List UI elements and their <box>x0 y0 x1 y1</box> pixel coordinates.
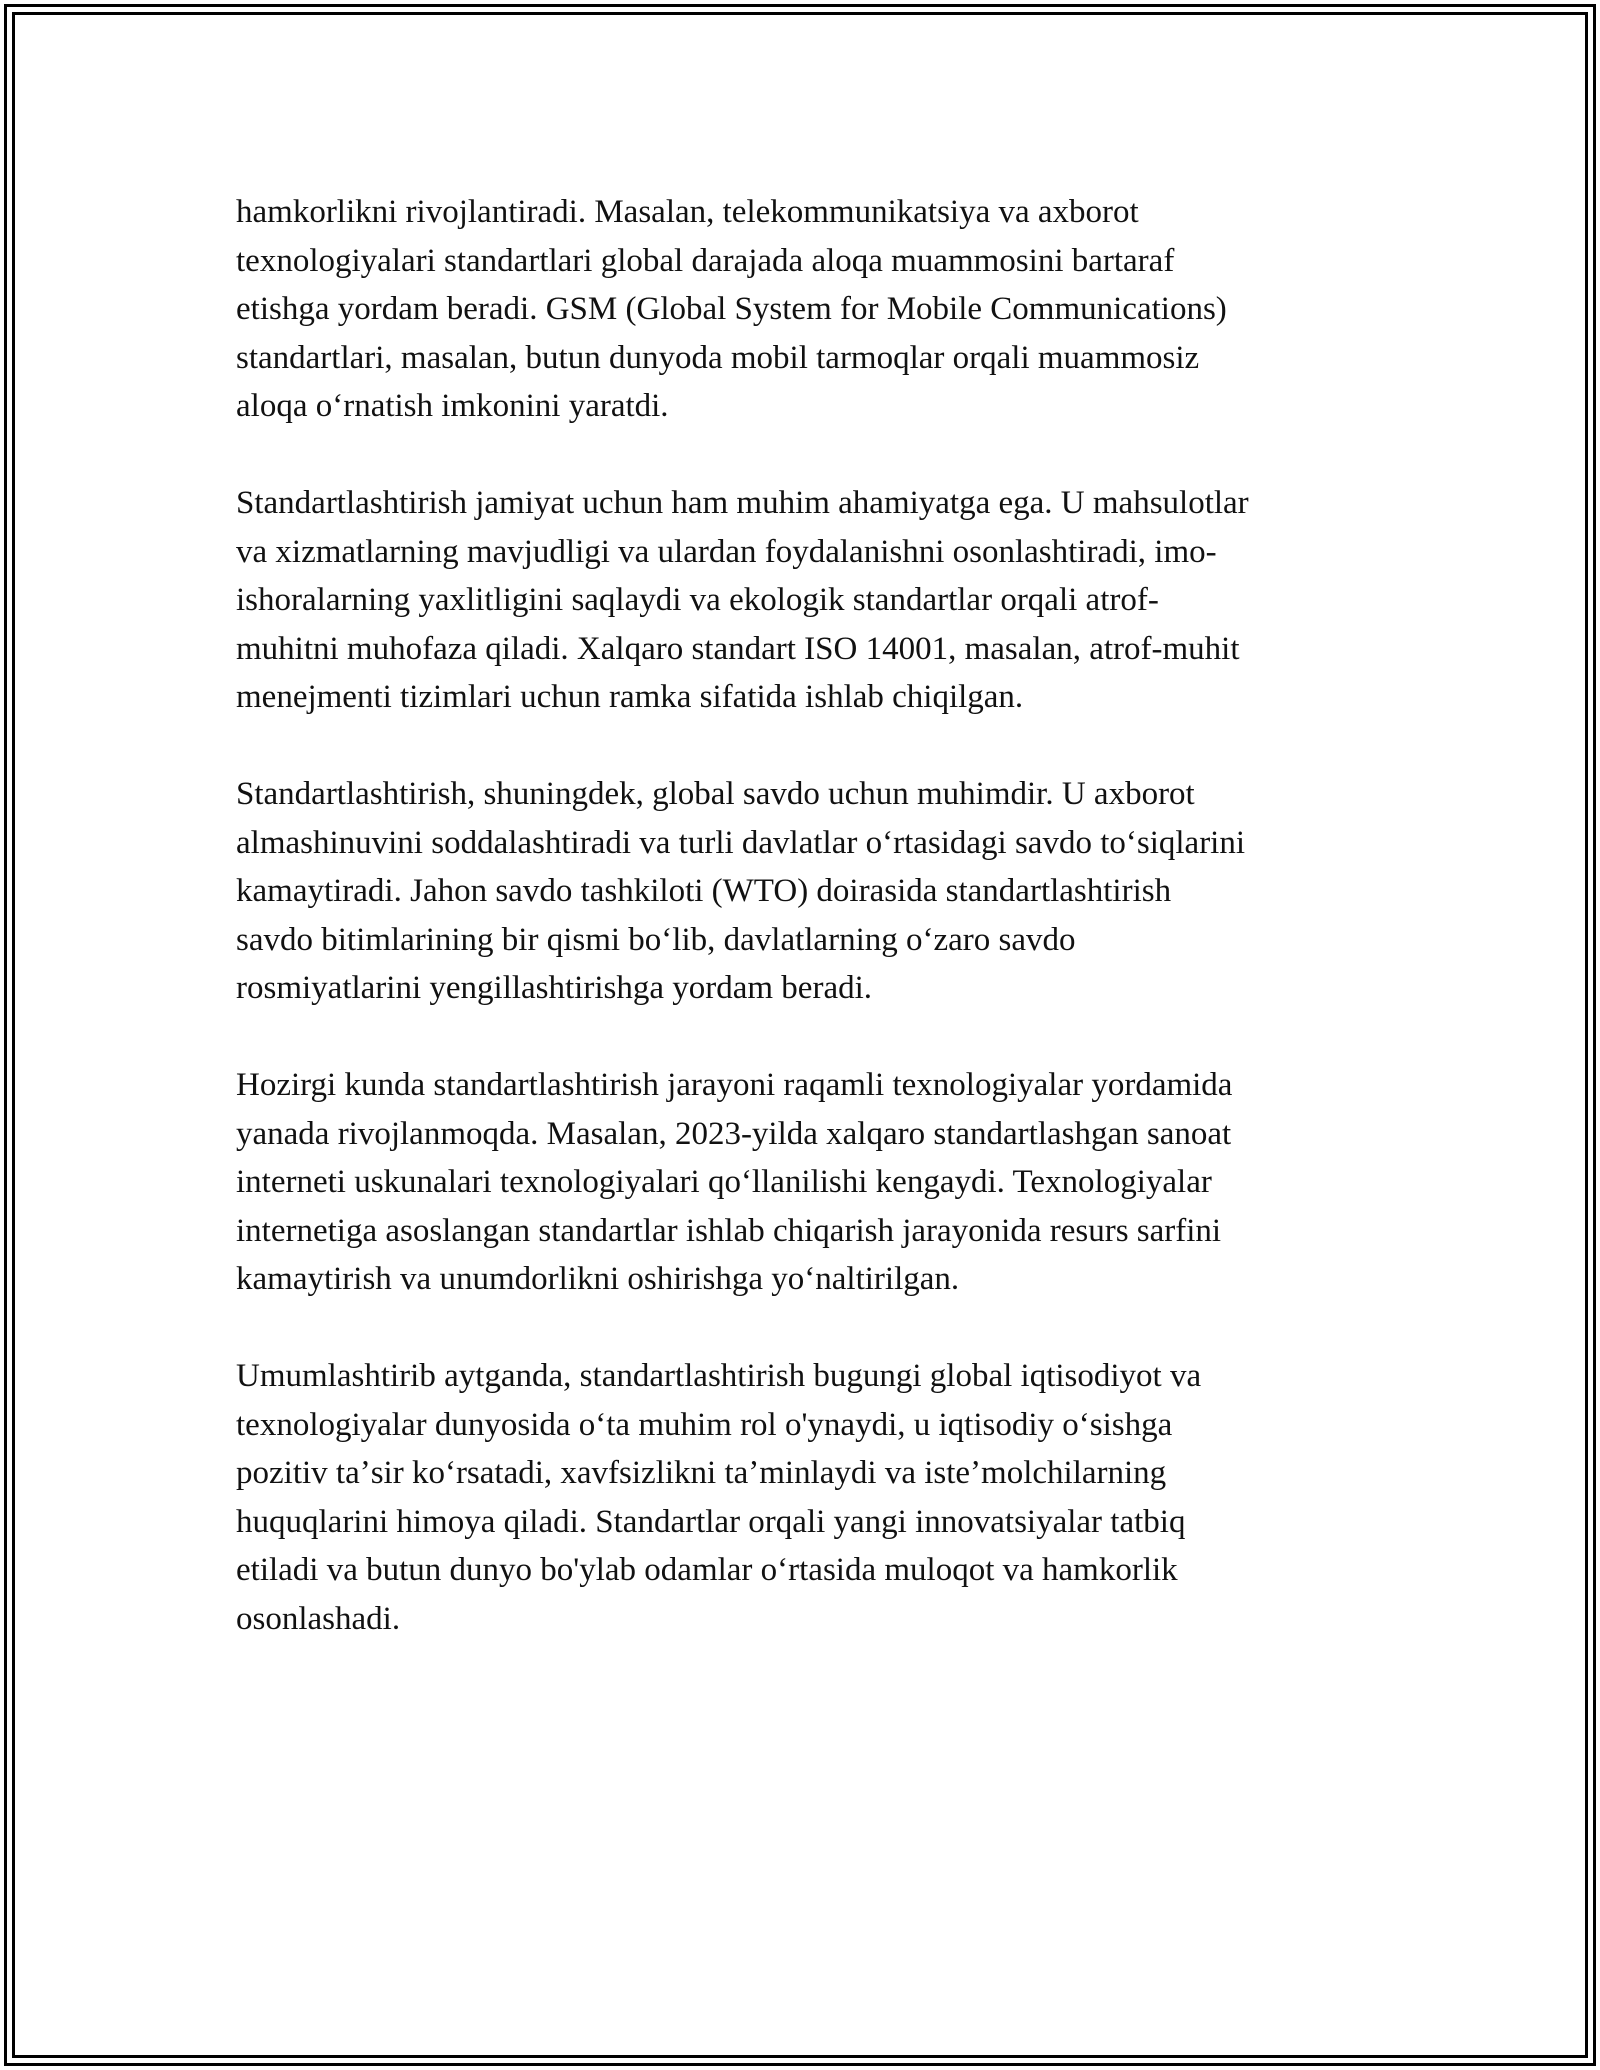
paragraph-standards-communications: hamkorlikni rivojlantiradi. Masalan, telekommunikatsiya va axborot texnologiyalari standartlari global darajada aloqa muammosini bartaraf etishga yordam beradi. GSM (Global System for Mobile Communications) standartlari, masalan, butun dunyoda mobil tarmoqlar orqali muammosiz aloqa oʻrnatish imkonini yaratdi. <box>236 194 1227 424</box>
paragraph-conclusion: Umumlashtirib aytganda, standartlashtirish bugungi global iqtisodiyot va texnologiyalar dunyosida oʻta muhim rol o'ynaydi, u iqtisodiy oʻsishga pozitiv taʼsir koʻrsatadi, xavfsizlikni taʼminlaydi va isteʼmolchilarning huquqlarini himoya qiladi. Standartlar orqali yangi innovatsiyalar tatbiq etiladi va butun dunyo bo'ylab odamlar oʻrtasida muloqot va hamkorlik osonlashadi. <box>236 1358 1202 1637</box>
paragraph-standards-digital: Hozirgi kunda standartlashtirish jarayoni raqamli texnologiyalar yordamida yanada rivojlanmoqda. Masalan, 2023-yilda xalqaro standartlashgan sanoat interneti uskunalari texnologiyalari qoʻllanilishi kengaydi. Texnologiyalar internetiga asoslangan standartlar ishlab chiqarish jarayonida resurs sarfini kamaytirish va unumdorlikni oshirishga yoʻnaltirilgan. <box>236 1067 1233 1297</box>
paragraph-standards-society: Standartlashtirish jamiyat uchun ham muhim ahamiyatga ega. U mahsulotlar va xizmatlarning mavjudligi va ulardan foydalanishni osonlashtiradi, imo- ishoralarning yaxlitligini saqlaydi va ekologik standartlar orqali atrof- muhitni muhofaza qiladi. Xalqaro standart ISO 14001, masalan, atrof-muhit menejmenti tizimlari uchun ramka sifatida ishlab chiqilgan. <box>236 485 1249 715</box>
document-body <box>236 188 1376 1692</box>
paragraph-standards-trade: Standartlashtirish, shuningdek, global savdo uchun muhimdir. U axborot almashinuvini soddalashtiradi va turli davlatlar oʻrtasidagi savdo toʻsiqlarini kamaytiradi. Jahon savdo tashkiloti (WTO) doirasida standartlashtirish savdo bitimlarining bir qismi boʻlib, davlatlarning oʻzaro savdo rosmiyatlarini yengillashtirishga yordam beradi. <box>236 776 1246 1006</box>
